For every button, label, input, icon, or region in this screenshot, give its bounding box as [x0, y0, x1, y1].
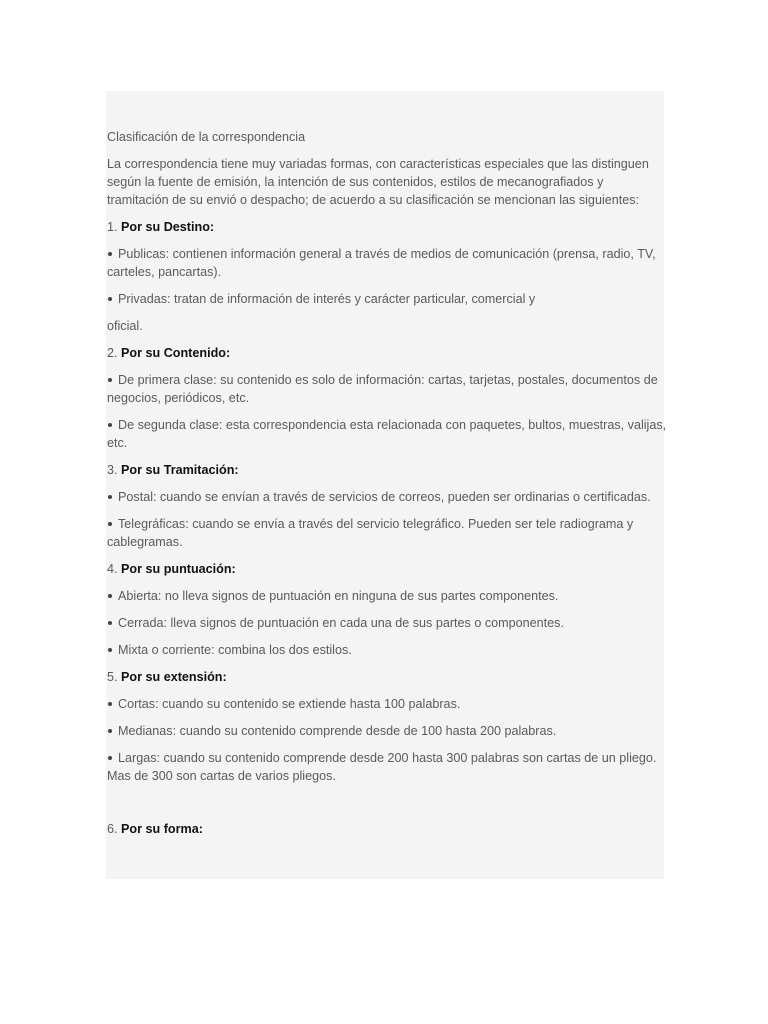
section-title: Por su extensión: [121, 670, 227, 684]
list-item-text: Postal: cuando se envían a través de servicios de correos, pueden ser ordinarias o certificadas. [118, 490, 651, 504]
document-content [107, 128, 667, 847]
section-number: 5. [107, 670, 118, 684]
list-item-text: Privadas: tratan de información de interés y carácter particular, comercial y [118, 292, 536, 306]
list-item-text: De segunda clase: esta correspondencia esta relacionada con paquetes, bultos, muestras, valijas, etc. [107, 418, 667, 450]
section-title: Por su Tramitación: [121, 463, 239, 477]
list-item [107, 587, 667, 605]
section-heading [107, 461, 667, 479]
intro-paragraph: La correspondencia tiene muy variadas formas, con características especiales que las distinguen según la fuente de emisión, la intención de sus contenidos, estilos de mecanografiados y tramitación de su envió o despacho; de acuerdo a su clasificación se mencionan las siguientes: [107, 157, 649, 207]
bullet-icon [108, 378, 112, 382]
bullet-icon [108, 522, 112, 526]
list-item-text: Telegráficas: cuando se envía a través del servicio telegráfico. Pueden ser tele radiograma y cablegramas. [107, 517, 634, 549]
section-number: 1. [107, 220, 118, 234]
section-heading [107, 668, 667, 686]
section-heading [107, 218, 667, 236]
section-number: 2. [107, 346, 118, 360]
bullet-icon [108, 729, 112, 733]
list-item [107, 641, 667, 659]
bullet-icon [108, 297, 112, 301]
list-item-text: Publicas: contienen información general a través de medios de comunicación (prensa, radio, TV, carteles, pancartas). [107, 247, 656, 279]
bullet-icon [108, 252, 112, 256]
section-heading [107, 344, 667, 362]
bullet-icon [108, 756, 112, 760]
list-item [107, 515, 667, 551]
section-number: 4. [107, 562, 118, 576]
list-item [107, 749, 667, 785]
list-item-text: Medianas: cuando su contenido comprende desde de 100 hasta 200 palabras. [118, 724, 557, 738]
list-item [107, 614, 667, 632]
list-item-text: Cerrada: lleva signos de puntuación en cada una de sus partes o componentes. [118, 616, 564, 630]
list-item [107, 371, 667, 407]
bullet-icon [108, 594, 112, 598]
bullet-icon [108, 621, 112, 625]
list-item-text: Cortas: cuando su contenido se extiende hasta 100 palabras. [118, 697, 461, 711]
bullet-icon [108, 495, 112, 499]
section-title: Por su forma: [121, 822, 203, 836]
list-item [107, 290, 667, 308]
section-title: Por su Contenido: [121, 346, 231, 360]
section-number: 3. [107, 463, 118, 477]
document-title: Clasificación de la correspondencia [107, 130, 306, 144]
list-item [107, 695, 667, 713]
list-item [107, 722, 667, 740]
list-item-text: De primera clase: su contenido es solo de información: cartas, tarjetas, postales, documentos de negocios, periódicos, etc. [107, 373, 658, 405]
list-item-text: Largas: cuando su contenido comprende desde 200 hasta 300 palabras son cartas de un pliego. Mas de 300 son cartas de varios pliegos. [107, 751, 657, 783]
list-item [107, 416, 667, 452]
section-title: Por su puntuación: [121, 562, 236, 576]
section-number: 6. [107, 822, 118, 836]
section-heading [107, 820, 667, 838]
section-heading [107, 560, 667, 578]
section-title: Por su Destino: [121, 220, 215, 234]
list-item [107, 245, 667, 281]
list-item-continuation: oficial. [107, 319, 143, 333]
list-item-text: Abierta: no lleva signos de puntuación en ninguna de sus partes componentes. [118, 589, 559, 603]
list-item [107, 488, 667, 506]
bullet-icon [108, 423, 112, 427]
bullet-icon [108, 648, 112, 652]
bullet-icon [108, 702, 112, 706]
list-item-text: Mixta o corriente: combina los dos estilos. [118, 643, 352, 657]
